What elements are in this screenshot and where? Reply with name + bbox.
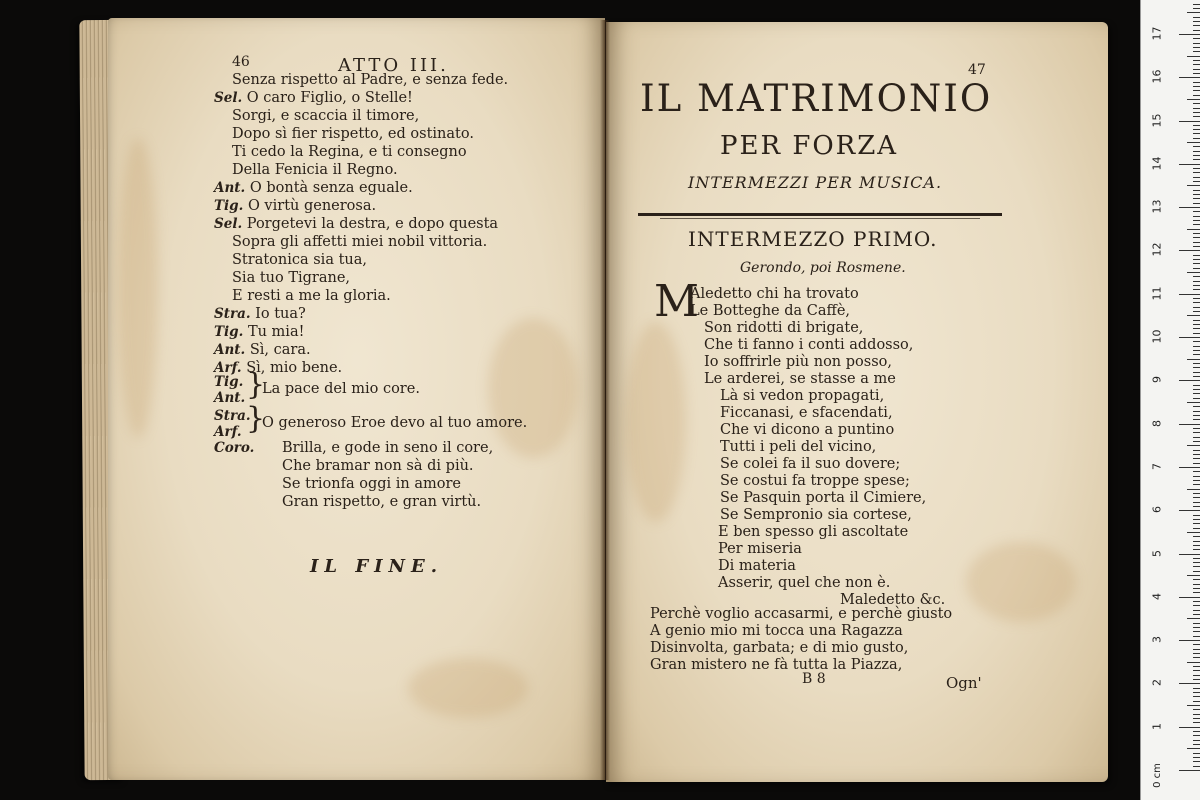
title-line-3: INTERMEZZI PER MUSICA.	[688, 173, 943, 192]
ruler-tick	[1193, 73, 1200, 74]
ruler-tick	[1193, 558, 1200, 559]
verse-line: Asserir, quel che non è.	[718, 575, 891, 591]
ruler-tick	[1193, 194, 1200, 195]
ruler-tick	[1193, 190, 1200, 191]
drop-cap: M	[654, 276, 700, 327]
ruler-tick	[1187, 359, 1200, 360]
ruler-tick	[1193, 571, 1200, 572]
ruler-tick	[1193, 519, 1200, 520]
ruler-tick	[1187, 575, 1200, 576]
speaker-label: Ant.	[214, 342, 246, 358]
ruler-tick	[1187, 56, 1200, 57]
ruler-tick	[1179, 510, 1200, 511]
ruler-tick	[1193, 177, 1200, 178]
ruler-tick	[1193, 259, 1200, 260]
ruler-tick	[1179, 554, 1200, 555]
ruler-tick	[1187, 229, 1200, 230]
ruler-tick	[1193, 398, 1200, 399]
verse-line: Stratonica sia tua,	[232, 252, 367, 268]
ruler-tick	[1193, 203, 1200, 204]
ruler-tick	[1179, 683, 1200, 684]
ruler-tick	[1193, 497, 1200, 498]
ruler-tick	[1193, 528, 1200, 529]
ruler-tick	[1179, 640, 1200, 641]
ruler-tick	[1193, 714, 1200, 715]
ruler-label: 6	[1150, 506, 1164, 514]
ruler-tick	[1193, 419, 1200, 420]
ruler-tick	[1193, 476, 1200, 477]
ruler-tick	[1193, 69, 1200, 70]
ruler-tick	[1193, 385, 1200, 386]
duet-line: La pace del mio core.	[262, 381, 420, 397]
ruler-tick	[1193, 605, 1200, 606]
speaker-label: Coro.	[214, 440, 255, 456]
ruler-label: 11	[1150, 286, 1164, 301]
ruler-tick	[1193, 30, 1200, 31]
speaker-label: Stra.	[214, 306, 251, 322]
ruler-tick	[1179, 207, 1200, 208]
verse-line: Senza rispetto al Padre, e senza fede.	[232, 72, 509, 88]
ruler-tick	[1193, 198, 1200, 199]
ruler-tick	[1193, 480, 1200, 481]
verse-line: Tutti i peli del vicino,	[720, 439, 877, 455]
ruler-tick	[1193, 346, 1200, 347]
verse-line: Se costui fa troppe spese;	[720, 473, 910, 489]
ruler-tick	[1193, 21, 1200, 22]
verse-line: Che vi dicono a puntino	[720, 422, 895, 438]
ruler-label: 3	[1150, 636, 1164, 644]
ruler-tick	[1193, 753, 1200, 754]
ruler-tick	[1193, 64, 1200, 65]
ruler-tick	[1193, 502, 1200, 503]
gutter	[600, 20, 610, 780]
ruler-tick	[1193, 151, 1200, 152]
ruler-label: 16	[1150, 69, 1164, 84]
ruler-tick	[1193, 688, 1200, 689]
verse-line: Della Fenicia il Regno.	[232, 162, 398, 178]
ruler-tick	[1193, 268, 1200, 269]
ruler-tick	[1193, 731, 1200, 732]
ruler-tick	[1193, 566, 1200, 567]
ruler-tick	[1193, 454, 1200, 455]
chorus-line: Gran rispetto, e gran virtù.	[282, 494, 482, 510]
prose-line: A genio mio mi tocca una Ragazza	[650, 623, 903, 639]
ruler-tick	[1193, 255, 1200, 256]
speaker-label: Tig.	[214, 374, 244, 390]
verse-line: Sorgi, e scaccia il timore,	[232, 108, 420, 124]
ruler-tick	[1193, 627, 1200, 628]
ruler-tick	[1193, 610, 1200, 611]
ruler-tick	[1179, 164, 1200, 165]
ruler-tick	[1193, 722, 1200, 723]
ruler-tick	[1193, 657, 1200, 658]
ruler-label: 1	[1150, 722, 1164, 730]
verse-line: Di materia	[718, 558, 796, 574]
ruler-tick	[1193, 709, 1200, 710]
ruler-tick	[1179, 380, 1200, 381]
speaker-label: Tig.	[214, 198, 244, 214]
ruler-tick	[1193, 393, 1200, 394]
ruler-tick	[1187, 185, 1200, 186]
ruler-tick	[1193, 86, 1200, 87]
ruler-tick	[1179, 34, 1200, 35]
ruler-tick	[1193, 649, 1200, 650]
ruler-tick	[1193, 740, 1200, 741]
ruler-tick	[1193, 450, 1200, 451]
ruler-tick	[1179, 770, 1200, 771]
ruler-tick	[1193, 263, 1200, 264]
ruler-label: 4	[1150, 592, 1164, 600]
verse-line: Son ridotti di brigate,	[704, 320, 864, 336]
ruler-tick	[1193, 406, 1200, 407]
verse-line: Le arderei, se stasse a me	[704, 371, 896, 387]
verse-line: Arf. Sì, mio bene.	[214, 360, 343, 376]
ruler-tick	[1193, 289, 1200, 290]
ruler-tick	[1193, 298, 1200, 299]
ruler-tick	[1179, 121, 1200, 122]
ruler-label: 10	[1150, 329, 1164, 344]
ruler-tick	[1179, 294, 1200, 295]
prose-line: Gran mistero ne fà tutta la Piazza,	[650, 657, 903, 673]
ruler-tick	[1193, 523, 1200, 524]
ruler-tick	[1193, 220, 1200, 221]
verse-line: Là si vedon propagati,	[720, 388, 885, 404]
ruler-tick	[1193, 242, 1200, 243]
verse-line: Ant. O bontà senza eguale.	[214, 180, 413, 196]
ruler-tick	[1193, 441, 1200, 442]
ruler-tick	[1193, 103, 1200, 104]
ruler-tick	[1187, 99, 1200, 100]
ruler-tick	[1187, 445, 1200, 446]
ruler-tick	[1193, 579, 1200, 580]
speaker-label: Ant.	[214, 390, 246, 406]
ruler-tick	[1187, 272, 1200, 273]
verse-line: Dopo sì fier rispetto, ed ostinato.	[232, 126, 474, 142]
ruler-tick	[1193, 276, 1200, 277]
ruler-tick	[1193, 43, 1200, 44]
ruler-tick	[1193, 51, 1200, 52]
verse-line: Se Pasquin porta il Cimiere,	[720, 490, 927, 506]
ruler-label: 9	[1150, 376, 1164, 384]
ruler-tick	[1193, 138, 1200, 139]
ruler-label: 2	[1150, 679, 1164, 687]
ruler-tick	[1193, 125, 1200, 126]
ruler-label: 8	[1150, 419, 1164, 427]
speaker-label: Ant.	[214, 180, 246, 196]
duet-line: O generoso Eroe devo al tuo amore.	[262, 415, 528, 431]
ruler-tick	[1193, 506, 1200, 507]
verse-line: Se Sempronio sia cortese,	[720, 507, 912, 523]
ruler-tick	[1187, 748, 1200, 749]
ruler-tick	[1193, 112, 1200, 113]
chorus-line: Brilla, e gode in seno il core,	[282, 440, 494, 456]
ruler-tick	[1193, 307, 1200, 308]
ruler-tick	[1193, 614, 1200, 615]
ruler-tick	[1179, 597, 1200, 598]
verse-line: Sel. Porgetevi la destra, e dopo questa	[214, 216, 499, 232]
ruler-label: 12	[1150, 242, 1164, 257]
ruler-tick	[1193, 320, 1200, 321]
ruler-tick	[1193, 281, 1200, 282]
ruler-tick	[1193, 159, 1200, 160]
scale-ruler	[1140, 0, 1200, 800]
ruler-tick	[1193, 82, 1200, 83]
ruler-tick	[1193, 237, 1200, 238]
ruler-tick	[1193, 735, 1200, 736]
ruler-tick	[1193, 541, 1200, 542]
ruler-tick	[1193, 761, 1200, 762]
title-rule-thin	[660, 218, 980, 219]
verse-line: Che ti fanno i conti addosso,	[704, 337, 914, 353]
ruler-tick	[1187, 142, 1200, 143]
ruler-tick	[1193, 108, 1200, 109]
section-heading: INTERMEZZO PRIMO.	[688, 227, 938, 251]
ruler-tick	[1193, 363, 1200, 364]
ruler-tick	[1193, 129, 1200, 130]
ruler-tick	[1193, 211, 1200, 212]
ruler-tick	[1193, 246, 1200, 247]
ruler-tick	[1193, 116, 1200, 117]
ruler-tick	[1193, 463, 1200, 464]
ruler-tick	[1193, 679, 1200, 680]
speaker-label: Sel.	[214, 216, 243, 232]
ruler-tick	[1187, 705, 1200, 706]
ruler-tick	[1179, 77, 1200, 78]
ruler-tick	[1193, 47, 1200, 48]
ruler-tick	[1193, 666, 1200, 667]
left-page-number: 46	[232, 54, 250, 70]
chorus-line: Che bramar non sà di più.	[282, 458, 474, 474]
ruler-tick	[1179, 424, 1200, 425]
ruler-tick	[1193, 562, 1200, 563]
ruler-tick	[1193, 471, 1200, 472]
ruler-tick	[1193, 415, 1200, 416]
signature-mark: B 8	[802, 671, 826, 687]
ruler-tick	[1193, 592, 1200, 593]
ruler-tick	[1193, 766, 1200, 767]
ruler-tick	[1193, 60, 1200, 61]
chorus-line: Se trionfa oggi in amore	[282, 476, 461, 492]
ruler-tick	[1193, 233, 1200, 234]
ruler-tick	[1193, 17, 1200, 18]
ruler-tick	[1193, 155, 1200, 156]
character-list: Gerondo, poi Rosmene.	[740, 260, 906, 276]
verse-line: Le Botteghe da Caffè,	[690, 303, 851, 319]
ruler-tick	[1193, 692, 1200, 693]
ruler-tick	[1187, 662, 1200, 663]
ruler-label: 15	[1150, 113, 1164, 127]
ruler-tick	[1193, 432, 1200, 433]
ruler-tick	[1193, 757, 1200, 758]
prose-line: Perchè voglio accasarmi, e perchè giusto	[650, 606, 953, 622]
ruler-tick	[1193, 653, 1200, 654]
catchword: Ogn'	[946, 674, 982, 692]
ruler-tick	[1193, 744, 1200, 745]
ruler-tick	[1193, 718, 1200, 719]
ruler-tick	[1193, 168, 1200, 169]
verse-line: Per miseria	[718, 541, 802, 557]
ruler-tick	[1193, 428, 1200, 429]
ruler-tick	[1187, 532, 1200, 533]
ruler-label: 0 cm	[1151, 763, 1163, 788]
ruler-tick	[1193, 181, 1200, 182]
ruler-label: 5	[1150, 549, 1164, 557]
ruler-label: 17	[1150, 26, 1164, 41]
ruler-tick	[1193, 493, 1200, 494]
ruler-tick	[1193, 324, 1200, 325]
speaker-label: Stra.	[214, 408, 251, 424]
refrain: Maledetto &c.	[840, 592, 946, 608]
ruler-tick	[1193, 411, 1200, 412]
ruler-tick	[1193, 25, 1200, 26]
ruler-tick	[1193, 389, 1200, 390]
ruler-tick	[1193, 601, 1200, 602]
speaker-label: Arf.	[214, 424, 242, 440]
prose-line: Disinvolta, garbata; e di mio gusto,	[650, 640, 909, 656]
ruler-tick	[1193, 644, 1200, 645]
ruler-tick	[1193, 636, 1200, 637]
speaker-label: Sel.	[214, 90, 243, 106]
ruler-tick	[1193, 623, 1200, 624]
ruler-tick	[1187, 618, 1200, 619]
title-line-1: IL MATRIMONIO	[640, 77, 993, 120]
ruler-label: 7	[1150, 462, 1164, 470]
ruler-tick	[1179, 467, 1200, 468]
ruler-label: 13	[1150, 199, 1164, 214]
ruler-label: 14	[1150, 156, 1164, 171]
ruler-tick	[1193, 95, 1200, 96]
title-rule	[638, 213, 1002, 216]
verse-line: Sopra gli affetti miei nobil vittoria.	[232, 234, 488, 250]
ruler-tick	[1179, 727, 1200, 728]
verse-line: Sia tuo Tigrane,	[232, 270, 351, 286]
ruler-tick	[1179, 337, 1200, 338]
brace-icon: }	[246, 401, 266, 436]
ruler-tick	[1193, 38, 1200, 39]
ruler-tick	[1193, 285, 1200, 286]
ruler-tick	[1193, 584, 1200, 585]
ruler-tick	[1187, 12, 1200, 13]
verse-line: E resti a me la gloria.	[232, 288, 391, 304]
ruler-tick	[1193, 631, 1200, 632]
ruler-tick	[1193, 172, 1200, 173]
ruler-tick	[1193, 437, 1200, 438]
verse-line: Stra. Io tua?	[214, 306, 306, 322]
verse-line: Se colei fa il suo dovere;	[720, 456, 901, 472]
ruler-tick	[1193, 302, 1200, 303]
ruler-tick	[1193, 701, 1200, 702]
verse-line: Ant. Sì, cara.	[214, 342, 311, 358]
speaker-label: Tig.	[214, 324, 244, 340]
ruler-tick	[1193, 372, 1200, 373]
verse-line: Ti cedo la Regina, e ti consegno	[232, 144, 467, 160]
ruler-tick	[1193, 350, 1200, 351]
ruler-tick	[1193, 484, 1200, 485]
right-page-number: 47	[968, 62, 986, 78]
ruler-tick	[1193, 224, 1200, 225]
ruler-tick	[1193, 341, 1200, 342]
running-head: ATTO III.	[338, 55, 449, 76]
ruler-tick	[1187, 489, 1200, 490]
verse-line: Ficcanasi, e sfacendati,	[720, 405, 893, 421]
ruler-tick	[1193, 216, 1200, 217]
ruler-tick	[1187, 315, 1200, 316]
ruler-tick	[1193, 458, 1200, 459]
ruler-tick	[1187, 402, 1200, 403]
verse-line: Tig. Tu mia!	[214, 324, 305, 340]
verse-line: Sel. O caro Figlio, o Stelle!	[214, 90, 413, 106]
ruler-tick	[1193, 8, 1200, 9]
ruler-tick	[1193, 515, 1200, 516]
finis: IL FINE.	[310, 556, 443, 577]
ruler-tick	[1193, 133, 1200, 134]
verse-line: Aledetto chi ha trovato	[690, 286, 859, 302]
ruler-tick	[1193, 4, 1200, 5]
verse-line: Tig. O virtù generosa.	[214, 198, 377, 214]
brace-icon: }	[246, 367, 266, 402]
ruler-tick	[1193, 536, 1200, 537]
ruler-tick	[1193, 696, 1200, 697]
ruler-tick	[1193, 90, 1200, 91]
ruler-tick	[1179, 250, 1200, 251]
ruler-tick	[1193, 376, 1200, 377]
verse-line: Io soffrirle più non posso,	[704, 354, 892, 370]
ruler-tick	[1193, 367, 1200, 368]
ruler-tick	[1193, 328, 1200, 329]
ruler-tick	[1193, 354, 1200, 355]
ruler-tick	[1193, 675, 1200, 676]
ruler-tick	[1193, 670, 1200, 671]
ruler-tick	[1193, 146, 1200, 147]
ruler-tick	[1193, 549, 1200, 550]
title-line-2: PER FORZA	[720, 131, 899, 161]
speaker-label: Arf.	[214, 360, 242, 376]
verse-line: E ben spesso gli ascoltate	[718, 524, 909, 540]
ruler-tick	[1193, 545, 1200, 546]
ruler-tick	[1193, 333, 1200, 334]
ruler-tick	[1193, 588, 1200, 589]
ruler-tick	[1193, 311, 1200, 312]
